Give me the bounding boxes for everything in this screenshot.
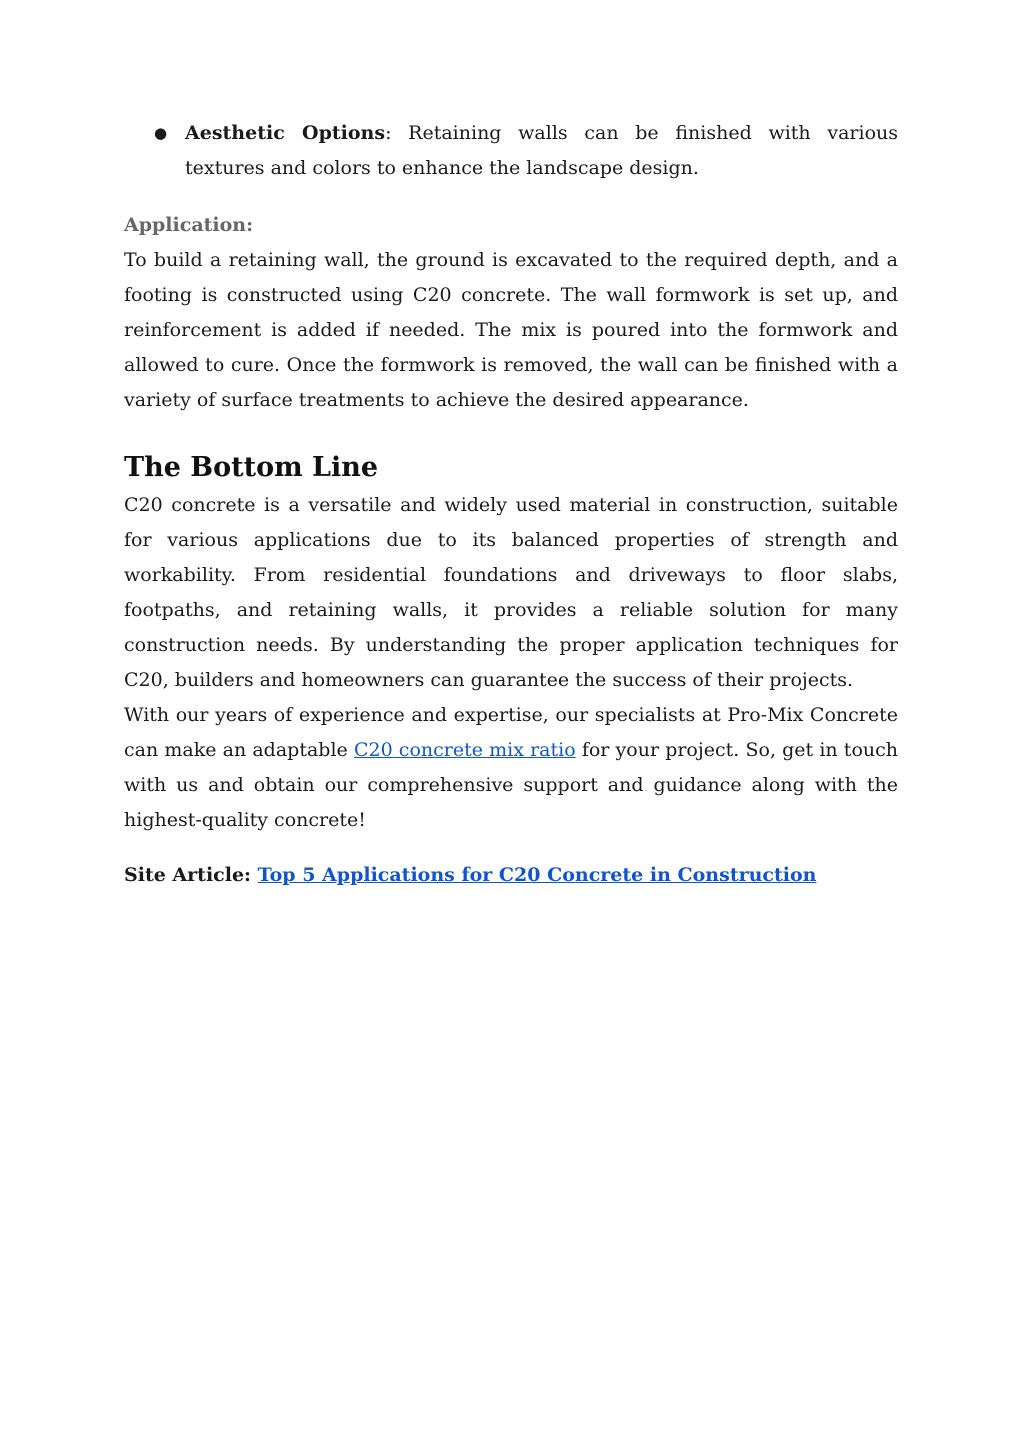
bullet-term: Aesthetic Options: [185, 122, 386, 144]
application-heading: Application:: [124, 214, 254, 236]
document-page: [124, 116, 898, 893]
list-item: [124, 116, 898, 186]
bottom-line-heading: The Bottom Line: [124, 452, 379, 483]
bottom-line-paragraph-2: [124, 698, 898, 838]
bullet-text: : Retaining walls can be finished with various textures and colors to enhance the landscape design.: [185, 122, 898, 179]
paragraph-text: for your project. So, get in touch with us and obtain our comprehensive support and guidance along with the highest-quality concrete!: [124, 739, 898, 831]
site-article-line: [124, 858, 898, 893]
site-article-link[interactable]: Top 5 Applications for C20 Concrete in Construction: [257, 864, 817, 886]
bullet-icon: ●: [154, 124, 168, 142]
application-paragraph: To build a retaining wall, the ground is excavated to the required depth, and a footing is constructed using C20 concrete. The wall formwork is set up, and reinforcement is added if needed. The mix is poured into the formwork and allowed to cure. Once the formwork is removed, the wall can be finished with a variety of surface treatments to achieve the desired appearance.: [124, 249, 898, 411]
bottom-line-paragraph-1: C20 concrete is a versatile and widely used material in construction, suitable for various applications due to its balanced properties of strength and workability. From residential foundations and driveways to floor slabs, footpaths, and retaining walls, it provides a reliable solution for many construction needs. By understanding the proper application techniques for C20, builders and homeowners can guarantee the success of their projects.: [124, 494, 898, 691]
paragraph-text: With our years of experience and expertise, our specialists at Pro-Mix Concrete can make an adaptable: [124, 704, 898, 761]
mix-ratio-link[interactable]: C20 concrete mix ratio: [353, 739, 576, 761]
site-article-label: Site Article:: [124, 864, 258, 886]
bullet-list: [124, 116, 898, 186]
